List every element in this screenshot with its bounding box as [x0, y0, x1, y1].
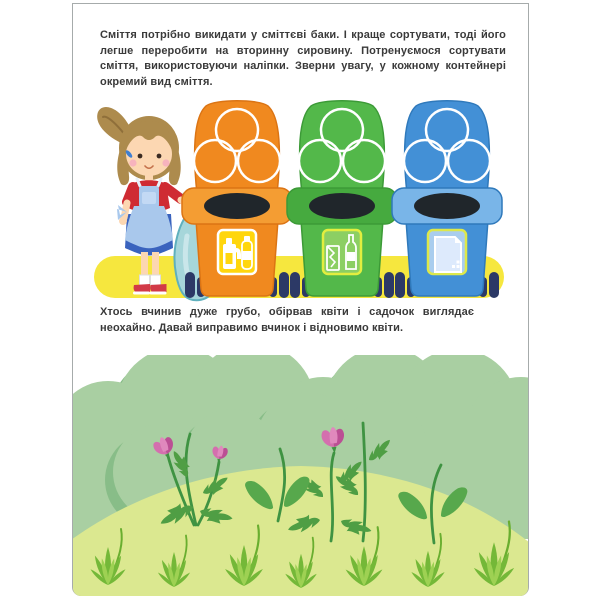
- bin-opening: [204, 193, 270, 219]
- sorting-bins-illustration: [87, 96, 511, 308]
- garden-illustration: [73, 355, 528, 596]
- bin-opening: [414, 193, 480, 219]
- apron-skirt: [125, 206, 173, 248]
- left-eye: [138, 154, 143, 159]
- paper-sheet-icon: [435, 237, 461, 272]
- garden-illustration-svg: [73, 355, 528, 596]
- right-sock: [151, 275, 161, 285]
- intro-paragraph: Сміття потрібно викидати у сміттєві баки. І краще сортувати, тоді його легше переробити на вторинну сировину. Потренуємося сортувати сміття, використовуючи наліпки. Зверни увагу, у кожному контейнері окремий вид сміття.: [100, 29, 506, 88]
- left-blush: [129, 159, 136, 166]
- left-sock: [140, 275, 150, 285]
- right-leg: [152, 252, 159, 278]
- apron-pocket: [142, 192, 156, 204]
- bin-opening: [309, 193, 375, 219]
- right-blush: [162, 159, 169, 166]
- left-shoe-sole: [133, 292, 150, 295]
- bins-illustration-svg: [87, 96, 511, 308]
- right-shoe-sole: [150, 292, 167, 295]
- left-hand: [119, 217, 127, 225]
- left-leg: [141, 252, 148, 278]
- book-page: [72, 3, 529, 596]
- garden-paragraph: Хтось вчинив дуже грубо, обірвав квіти і садочок виглядає неохайно. Давай виправимо вчинок і відновимо квіти.: [100, 306, 474, 334]
- right-eye: [157, 154, 162, 159]
